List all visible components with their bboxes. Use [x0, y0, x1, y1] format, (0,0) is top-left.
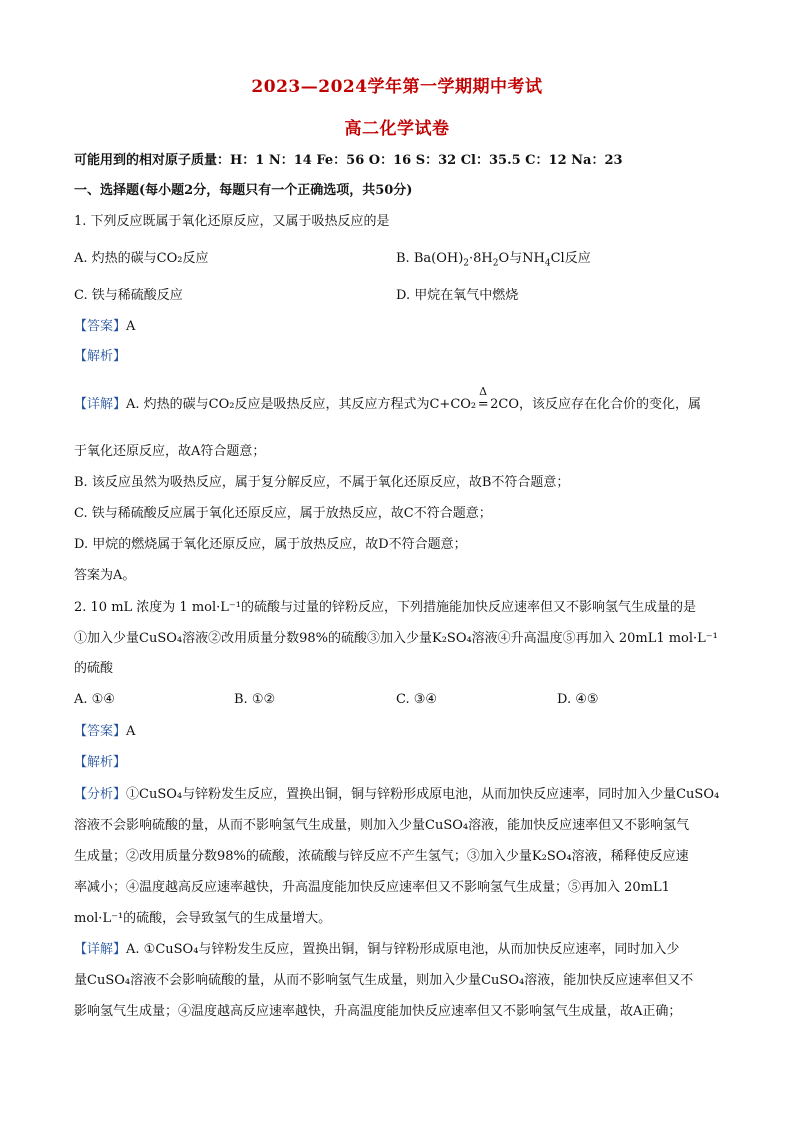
q2-fenxi-line-4: 率减小；④温度越高反应速率越快，升高温度能加快反应速率但又不影响氢气生成量；⑤再加入 20mL1 [74, 880, 670, 895]
section-heading: 一、选择题(每小题2分，每题只有一个正确选项，共50分) [74, 183, 413, 198]
q1-option-b: B. $Ba(OH)_2\cdot 8H_2O$与$NH_4Cl$反应 [396, 251, 591, 269]
q2-analysis-label: 【解析】 [74, 755, 127, 770]
q2-option-b: B. ①② [234, 692, 276, 707]
question-1-stem: 1. 下列反应既属于氧化还原反应，又属于吸热反应的是 [74, 214, 390, 229]
q1-detail-line-2: 于氧化还原反应，故A符合题意； [74, 444, 266, 459]
q2-option-a: A. ①④ [74, 692, 115, 707]
q2-fenxi-line-2: 溶液不会影响硫酸的量，从而不影响氢气生成量，则加入少量CuSO₄溶液，能加快反应速率但又不影响氢气 [74, 818, 690, 833]
q2-fenxi-line-1: 【分析】①CuSO₄与锌粉发生反应，置换出铜，铜与锌粉形成原电池，从而加快反应速率，同时加入少量CuSO₄ [74, 787, 720, 802]
q1-detail-line-4: C. 铁与稀硫酸反应属于氧化还原反应，属于放热反应，故C不符合题意； [74, 506, 492, 521]
exam-title: 2023—2024学年第一学期期中考试 [251, 77, 543, 97]
q1-analysis-label: 【解析】 [74, 349, 127, 364]
q2-fenxi-line-3: 生成量；②改用质量分数98%的硫酸，浓硫酸与锌反应不产生氢气；③加入少量K₂SO₄溶液，稀释使反应速 [74, 849, 689, 864]
q1-option-c: C. 铁与稀硫酸反应 [74, 288, 183, 303]
question-2-stem-line-2: ①加入少量CuSO₄溶液②改用质量分数98%的硫酸③加入少量K₂SO₄溶液④升高温度⑤再加入 20mL1 mol·L⁻¹ [74, 631, 718, 646]
q1-detail-line-1: 【详解】A. 灼热的碳与CO₂反应是吸热反应，其反应方程式为C+CO₂ Δ = 2CO，该反应存在化合价的变化，属 [74, 385, 702, 412]
q1-detail-line-5: D. 甲烷的燃烧属于氧化还原反应，属于放热反应，故D不符合题意； [74, 537, 467, 552]
atomic-masses-line: 可能用到的相对原子质量：H：1 N：14 Fe：56 O：16 S：32 Cl：35.5 C：12 Na：23 [74, 153, 623, 168]
q2-fenxi-line-5: mol·L⁻¹的硫酸，会导致氢气的生成量增大。 [74, 911, 332, 926]
q2-option-c: C. ③④ [396, 692, 438, 707]
q1-option-d: D. 甲烷在氧气中燃烧 [396, 288, 519, 303]
q1-option-a: A. 灼热的碳与CO₂反应 [74, 251, 209, 266]
q2-detail-line-2: 量CuSO₄溶液不会影响硫酸的量，从而不影响氢气生成量，则加入少量CuSO₄溶液，能加快反应速率但又不 [74, 973, 694, 988]
q2-detail-line-3: 影响氢气生成量；④温度越高反应速率越快，升高温度能加快反应速率但又不影响氢气生成量，故A正确； [74, 1004, 682, 1019]
question-2-stem-line-1: 2. 10 mL 浓度为 1 mol·L⁻¹的硫酸与过量的锌粉反应，下列措施能加快反应速率但又不影响氢气生成量的是 [74, 600, 696, 615]
q1-answer: 【答案】A [74, 319, 136, 334]
exam-subtitle: 高二化学试卷 [344, 119, 450, 139]
q2-option-d: D. ④⑤ [557, 692, 599, 707]
q1-detail-line-3: B. 该反应虽然为吸热反应，属于复分解反应，不属于氧化还原反应，故B不符合题意； [74, 475, 570, 490]
question-2-stem-line-3: 的硫酸 [74, 661, 114, 676]
q2-answer: 【答案】A [74, 724, 136, 739]
delta-equals-sign: Δ = [477, 385, 489, 412]
q1-conclusion: 答案为A。 [74, 568, 136, 583]
q2-detail-line-1: 【详解】A. ①CuSO₄与锌粉发生反应，置换出铜，铜与锌粉形成原电池，从而加快反应速率，同时加入少 [74, 942, 680, 957]
